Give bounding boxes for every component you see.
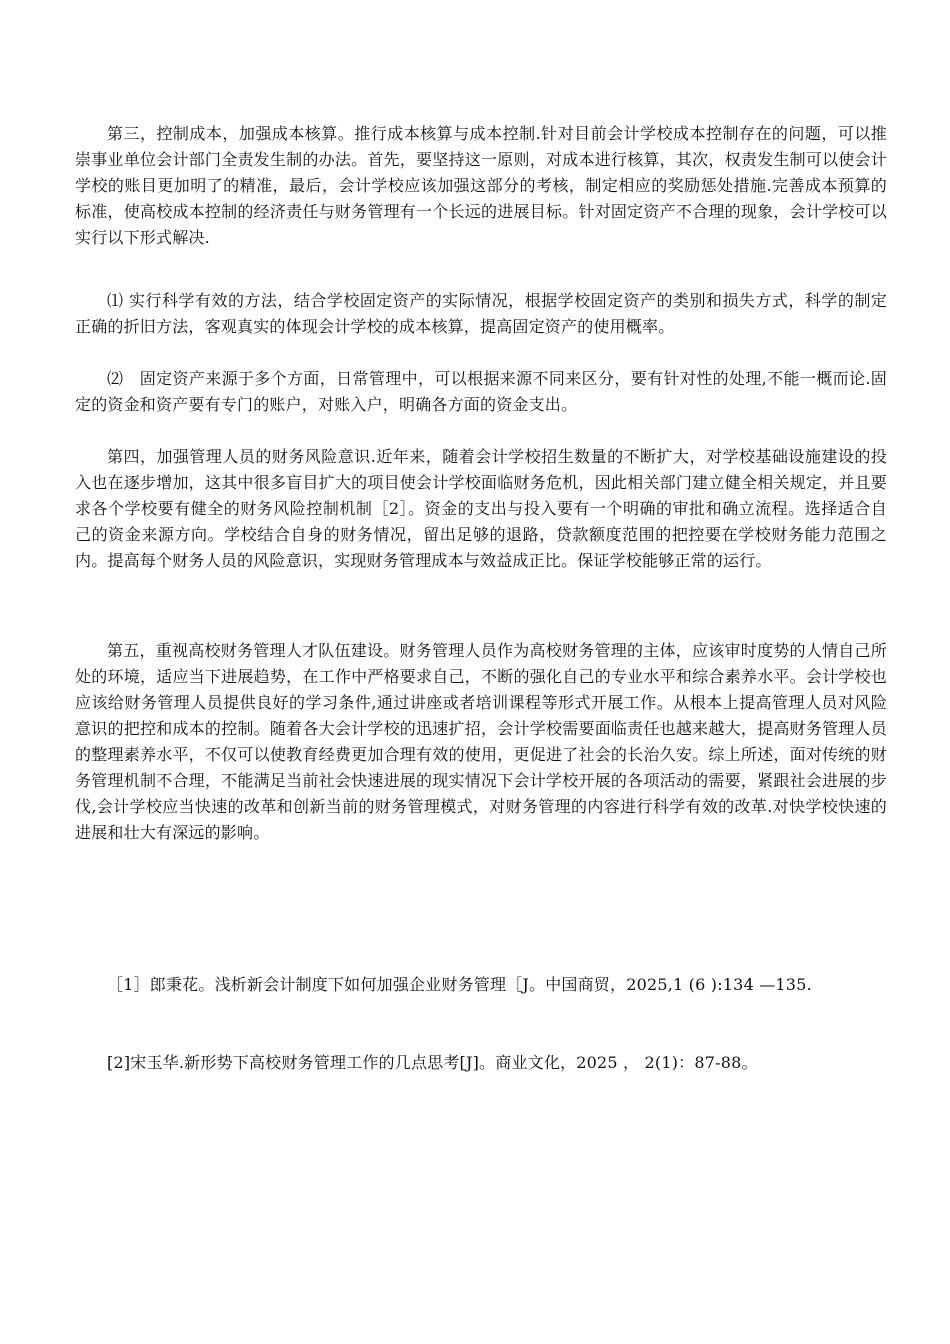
- body-paragraph: ⑵ 固定资产来源于多个方面，日常管理中，可以根据来源不同来区分，要有针对性的处理,不能一概而论.固定的资金和资产要有专门的账户，对账入户，明确各方面的资金支出。: [75, 369, 887, 414]
- reference-item: [2]宋玉华.新形势下高校财务管理工作的几点思考[J]。商业文化，2025 ， 2(1)：87-88。: [107, 1053, 758, 1072]
- body-paragraph: 第四，加强管理人员的财务风险意识.近年来，随着会计学校招生数量的不断扩大，对学校基础设施建设的投入也在逐步增加，这其中很多盲目扩大的项目使会计学校面临财务危机，因此相关部门建立健全相关规定，并且要求各个学校要有健全的财务风险控制机制［2］。资金的支出与投入要有一个明确的审批和确立流程。选择适合自己的资金来源方向。学校结合自身的财务情况，留出足够的退路，贷款额度范围的把控要在学校财务能力范围之内。提高每个财务人员的风险意识，实现财务管理成本与效益成正比。保证学校能够正常的运行。: [75, 447, 887, 570]
- reference-item: ［1］郎秉花。浅析新会计制度下如何加强企业财务管理［J。中国商贸，2025,1 (6 ):134 —135.: [107, 975, 812, 994]
- body-paragraph: ⑴ 实行科学有效的方法，结合学校固定资产的实际情况，根据学校固定资产的类别和损失方式，科学的制定正确的折旧方法，客观真实的体现会计学校的成本核算，提高固定资产的使用概率。: [75, 291, 887, 336]
- body-paragraph: 第三，控制成本，加强成本核算。推行成本核算与成本控制.针对目前会计学校成本控制存在的问题，可以推崇事业单位会计部门全责发生制的办法。首先，要坚持这一原则，对成本进行核算，其次，权责发生制可以使会计学校的账目更加明了的精准，最后，会计学校应该加强这部分的考核，制定相应的奖励惩处措施.完善成本预算的标准，使高校成本控制的经济责任与财务管理有一个长远的进展目标。针对固定资产不合理的现象，会计学校可以实行以下形式解决.: [75, 124, 887, 247]
- body-paragraph: 第五，重视高校财务管理人才队伍建设。财务管理人员作为高校财务管理的主体，应该审时度势的人情自己所处的环境，适应当下进展趋势，在工作中严格要求自己，不断的强化自己的专业水平和综合素养水平。会计学校也应该给财务管理人员提供良好的学习条件,通过讲座或者培训课程等形式开展工作。从根本上提高管理人员对风险意识的把控和成本的控制。随着各大会计学校的迅速扩招，会计学校需要面临责任也越来越大，提高财务管理人员的整理素养水平，不仅可以使教育经费更加合理有效的使用，更促进了社会的长治久安。综上所述，面对传统的财务管理机制不合理，不能满足当前社会快速进展的现实情况下会计学校开展的各项活动的需要，紧跟社会进展的步伐,会计学校应当快速的改革和创新当前的财务管理模式，对财务管理的内容进行科学有效的改革.对快学校快速的进展和壮大有深远的影响。: [75, 641, 887, 842]
